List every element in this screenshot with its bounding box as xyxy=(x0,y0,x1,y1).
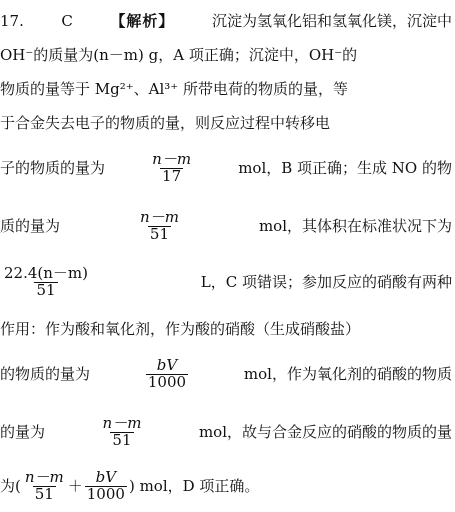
line-text: 为( xyxy=(0,476,21,495)
line-text: 物质的量等于 Mg²⁺、Al³⁺ 所带电荷的物质的量，等 xyxy=(0,79,348,98)
solution-line-10 xyxy=(0,412,452,452)
plus-sign: ＋ xyxy=(67,476,83,495)
fraction xyxy=(138,207,181,243)
line-text: L，C 项错误；参加反应的硝酸有两种 xyxy=(200,272,452,291)
line-text: mol，故与合金反应的硝酸的物质的量 xyxy=(198,422,452,441)
line-text: 于合金失去电子的物质的量，则反应过程中转移电 xyxy=(0,113,331,132)
solution-line-4 xyxy=(0,106,452,140)
line-text: 子的物质的量为 xyxy=(0,158,106,177)
solution-line-3 xyxy=(0,72,452,106)
fraction xyxy=(150,149,193,185)
fraction-numerator: 22.4(n－m) xyxy=(4,263,88,282)
fraction-denominator: 51 xyxy=(34,484,54,503)
line-text: 的量为 xyxy=(0,422,46,441)
fraction xyxy=(2,263,90,299)
fraction xyxy=(85,467,127,503)
line-text: 的物质的量为 xyxy=(0,364,91,383)
solution-line-6 xyxy=(0,206,452,246)
fraction-denominator: 51 xyxy=(149,224,170,243)
line-text: ) mol，D 项正确。 xyxy=(128,476,260,495)
solution-line-7 xyxy=(0,262,452,302)
solution-line-5 xyxy=(0,148,452,188)
solution-line-8 xyxy=(0,312,452,346)
fraction-denominator: 17 xyxy=(162,166,182,185)
fraction-numerator: bV xyxy=(95,467,117,486)
solution-line-11 xyxy=(0,466,452,506)
fraction xyxy=(23,467,66,503)
answer-letter: C xyxy=(61,11,73,30)
line-text: 作用：作为酸和氧化剂，作为酸的硝酸（生成硝酸盐） xyxy=(0,319,361,338)
fraction xyxy=(101,413,144,449)
fraction xyxy=(146,355,188,391)
fraction-numerator: n－m xyxy=(152,149,192,168)
line-text: OH⁻的质量为(n－m) g，A 项正确；沉淀中，OH⁻的 xyxy=(0,45,358,64)
line-text: mol，B 项正确；生成 NO 的物 xyxy=(238,158,452,177)
fraction-numerator: bV xyxy=(156,355,178,374)
line-text: mol，作为氧化剂的硝酸的物质 xyxy=(243,364,452,383)
line-text: 质的量为 xyxy=(0,216,61,235)
line-text: 沉淀为氢氧化铝和氢氧化镁，沉淀中 xyxy=(211,11,452,30)
fraction-numerator: n－m xyxy=(140,207,179,226)
solution-line-2 xyxy=(0,38,452,72)
fraction-denominator: 51 xyxy=(112,430,132,449)
solution-line-9 xyxy=(0,354,452,394)
solution-line-1 xyxy=(0,4,452,38)
analysis-tag: 【解析】 xyxy=(110,11,175,30)
line-text: mol，其体积在标准状况下为 xyxy=(258,216,452,235)
question-number: 17. xyxy=(0,11,24,30)
fraction-denominator: 1000 xyxy=(147,372,187,391)
fraction-numerator: n－m xyxy=(102,413,142,432)
fraction-denominator: 1000 xyxy=(86,484,125,503)
fraction-numerator: n－m xyxy=(24,467,64,486)
fraction-denominator: 51 xyxy=(36,280,56,299)
